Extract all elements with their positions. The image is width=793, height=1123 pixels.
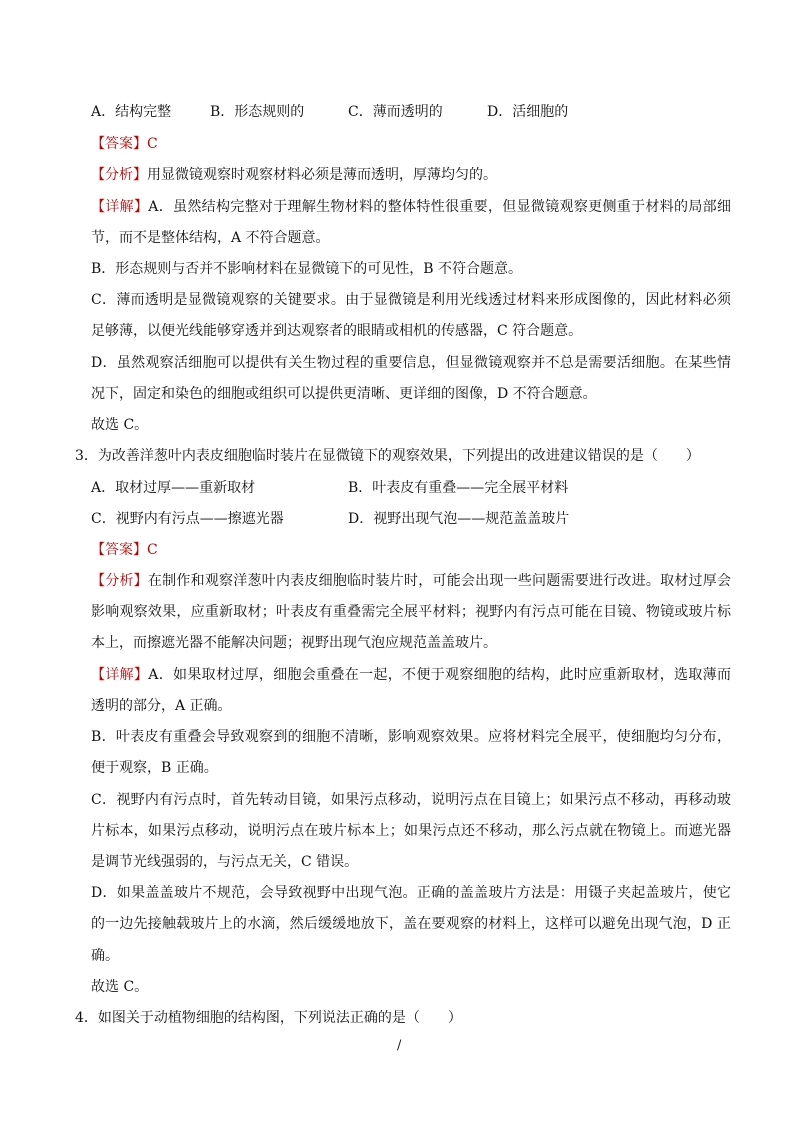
analysis-text: 用显微镜观察时观察材料必须是薄而透明，厚薄均匀的。 <box>147 167 497 183</box>
q2-detail-line: 足够薄，以便光线能够穿透并到达观察者的眼睛或相机的传感器，C 符合题意。 <box>91 323 583 339</box>
q3-option-a: A．取材过厚——重新取材 <box>91 480 256 496</box>
q2-detail-line: D．虽然观察活细胞可以提供有关生物过程的重要信息，但显微镜观察并不总是需要活细胞。在某些情 <box>91 355 731 371</box>
detail-tag: 【详解】 <box>91 199 149 215</box>
q2-detail-line: 况下，固定和染色的细胞或组织可以提供更清晰、更详细的图像，D 不符合题意。 <box>91 386 597 402</box>
q3-detail-line: B．叶表皮有重叠会导致观察到的细胞不清晰，影响观察效果。应将材料完全展平，使细胞均匀分布， <box>91 729 731 745</box>
q2-option-a: A．结构完整 <box>91 104 172 120</box>
q3-detail-line: 片标本，如果污点移动，说明污点在玻片标本上；如果污点还不移动，那么污点就在物镜上。而遮光器 <box>91 823 731 839</box>
analysis-text: 在制作和观察洋葱叶内表皮细胞临时装片时，可能会出现一些问题需要进行改进。取材过厚会 <box>147 573 731 589</box>
page-footer: / <box>397 1038 402 1053</box>
q3-analysis-line <box>91 571 731 591</box>
q3-detail-line: 便于观察，B 正确。 <box>91 760 218 776</box>
q2-option-d: D．活细胞的 <box>487 104 569 120</box>
q3-option-b: B．叶表皮有重叠——完全展平材料 <box>348 480 569 496</box>
q2-analysis <box>91 165 731 185</box>
q3-conclusion: 故选 C。 <box>91 979 149 995</box>
answer-value: C <box>147 542 158 558</box>
q3-option-c: C．视野内有污点——擦遮光器 <box>91 511 284 527</box>
analysis-tag: 【分析】 <box>91 573 148 589</box>
q2-option-b: B．形态规则的 <box>210 104 305 120</box>
analysis-tag: 【分析】 <box>91 167 147 183</box>
q3-detail-line: 的一边先接触载玻片上的水滴，然后缓缓地放下，盖在要观察的材料上，这样可以避免出现气泡，D 正 <box>91 916 731 932</box>
q2-detail-line: 节，而不是整体结构，A 不符合题意。 <box>91 230 330 246</box>
q3-detail-line <box>91 665 731 685</box>
detail-text: A．如果取材过厚，细胞会重叠在一起，不便于观察细胞的结构，此时应重新取材，选取薄而 <box>148 667 731 683</box>
q3-stem: 3．为改善洋葱叶内表皮细胞临时装片在显微镜下的观察效果，下列提出的改进建议错误的是（ ） <box>75 448 700 464</box>
answer-tag: 【答案】 <box>91 542 147 558</box>
q2-answer <box>91 134 731 154</box>
q2-conclusion: 故选 C。 <box>91 417 149 433</box>
q2-detail-line: C．薄而透明是显微镜观察的关键要求。由于显微镜是利用光线透过材料来形成图像的，因此材料必须 <box>91 292 731 308</box>
q3-detail-line: D．如果盖盖玻片不规范，会导致视野中出现气泡。正确的盖盖玻片方法是：用镊子夹起盖玻片，使它 <box>91 885 731 901</box>
answer-value: C <box>147 136 158 152</box>
q3-detail-line: C．视野内有污点时，首先转动目镜，如果污点移动，说明污点在目镜上；如果污点不移动，再移动玻 <box>91 792 731 808</box>
detail-text: A．虽然结构完整对于理解生物材料的整体特性很重要，但显微镜观察更侧重于材料的局部细 <box>148 199 731 215</box>
q4-stem: 4．如图关于动植物细胞的结构图，下列说法正确的是（ ） <box>75 1010 462 1026</box>
q3-analysis-line: 本上，而擦遮光器不能解决问题；视野出现气泡应规范盖盖玻片。 <box>91 635 497 651</box>
q3-detail-line: 确。 <box>91 948 119 964</box>
q2-option-c: C．薄而透明的 <box>348 104 443 120</box>
q3-answer <box>91 540 731 560</box>
q3-detail-line: 透明的部分，A 正确。 <box>91 698 232 714</box>
answer-tag: 【答案】 <box>91 136 147 152</box>
q2-detail-line <box>91 197 731 217</box>
detail-tag: 【详解】 <box>91 667 149 683</box>
q3-analysis-line: 影响观察效果，应重新取材；叶表皮有重叠需完全展平材料；视野内有污点可能在目镜、物镜或玻片标 <box>91 604 731 620</box>
q2-detail-line: B．形态规则与否并不影响材料在显微镜下的可见性，B 不符合题意。 <box>91 261 523 277</box>
q3-detail-line: 是调节光线强弱的，与污点无关，C 错误。 <box>91 854 359 870</box>
q3-option-d: D．视野出现气泡——规范盖盖玻片 <box>348 511 570 527</box>
